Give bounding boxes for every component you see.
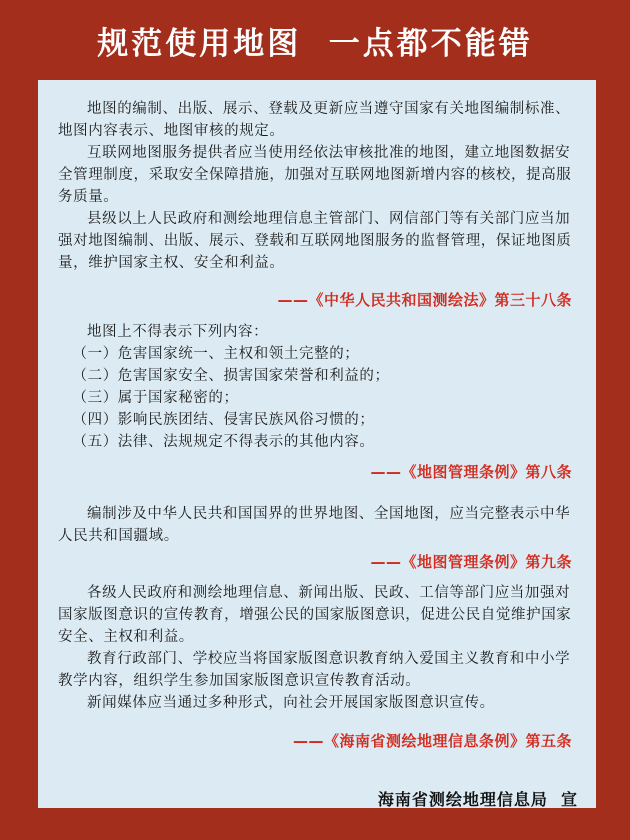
- list-item: （一）危害国家统一、主权和领土完整的；: [72, 346, 360, 362]
- section-map-regulation-art9: [58, 503, 578, 547]
- list-lead: 地图上不得表示下列内容：: [87, 324, 269, 340]
- paragraph: 地图的编制、出版、展示、登载及更新应当遵守国家有关地图编制标准、地图内容表示、地图审核的规定。: [58, 101, 571, 139]
- issuer-signature: 海南省测绘地理信息局 宣: [377, 790, 578, 809]
- paragraph: 编制涉及中华人民共和国国界的世界地图、全国地图，应当完整表示中华人民共和国疆域。: [58, 506, 571, 544]
- paragraph: 教育行政部门、学校应当将国家版图意识教育纳入爱国主义教育和中小学教学内容，组织学生参加国家版图意识宣传教育活动。: [58, 651, 571, 689]
- list-item: （四）影响民族团结、侵害民族风俗习惯的；: [72, 412, 375, 428]
- list-item: （二）危害国家安全、损害国家荣誉和利益的；: [72, 368, 390, 384]
- poster-title: 规范使用地图 一点都不能错: [97, 26, 533, 62]
- citation-surveying-law-art38: ——《中华人民共和国测绘法》第三十八条: [277, 291, 572, 309]
- list-item: （五）法律、法规规定不得表示的其他内容。: [72, 434, 375, 450]
- paragraph: 各级人民政府和测绘地理信息、新闻出版、民政、工信等部门应当加强对国家版图意识的宣传教育，增强公民的国家版图意识，促进公民自觉维护国家安全、主权和利益。: [58, 585, 572, 645]
- paragraph: 互联网地图服务提供者应当使用经依法审核批准的地图，建立地图数据安全管理制度，采取安全保障措施，加强对互联网地图新增内容的核校，提高服务质量。: [58, 145, 572, 205]
- citation-map-regulation-art8: ——《地图管理条例》第八条: [370, 463, 572, 481]
- section-hainan-regulation-art5: [58, 582, 578, 714]
- paragraph: 县级以上人民政府和测绘地理信息主管部门、网信部门等有关部门应当加强对地图编制、出版、展示、登载和互联网地图服务的监督管理，保证地图质量，维护国家主权、安全和利益。: [58, 211, 572, 271]
- citation-map-regulation-art9: ——《地图管理条例》第九条: [370, 553, 572, 571]
- section-map-regulation-art8: [58, 321, 578, 453]
- paragraph: 新闻媒体应当通过多种形式，向社会开展国家版图意识宣传。: [87, 695, 495, 711]
- list-item: （三）属于国家秘密的；: [72, 390, 239, 406]
- section-surveying-law: [58, 98, 578, 274]
- citation-hainan-regulation-art5: ——《海南省测绘地理信息条例》第五条: [292, 732, 572, 750]
